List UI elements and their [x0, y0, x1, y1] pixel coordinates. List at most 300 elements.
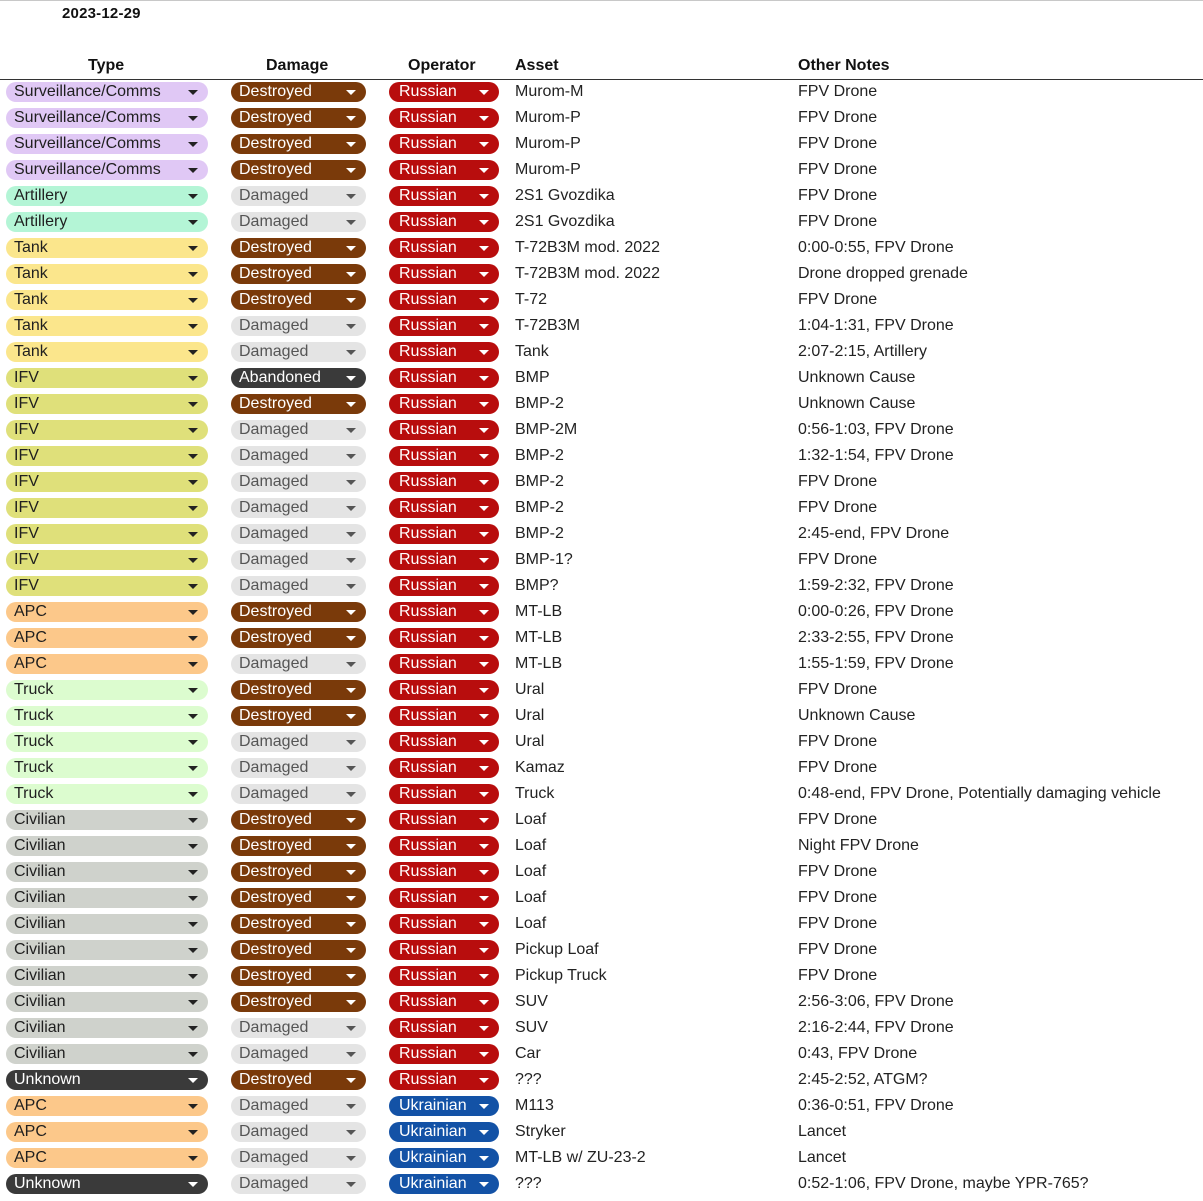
dropdown-arrow-icon — [479, 376, 489, 381]
notes-cell[interactable]: 1:59-2:32, FPV Drone — [798, 577, 954, 594]
operator-dropdown[interactable] — [389, 966, 499, 986]
asset-cell[interactable]: Loaf — [515, 889, 547, 906]
notes-cell[interactable]: Unknown Cause — [798, 395, 916, 412]
notes-cell[interactable]: FPV Drone — [798, 889, 878, 906]
notes-cell[interactable]: 0:00-0:26, FPV Drone — [798, 603, 954, 620]
type-dropdown[interactable] — [6, 992, 208, 1012]
operator-dropdown[interactable] — [389, 992, 499, 1012]
dropdown-arrow-icon — [346, 454, 356, 459]
dropdown-arrow-icon — [346, 376, 356, 381]
operator-label: Russian — [399, 915, 457, 932]
damage-label: Destroyed — [239, 265, 312, 282]
column-header-asset[interactable]: Asset — [515, 57, 559, 74]
damage-dropdown[interactable] — [231, 810, 366, 830]
asset-cell[interactable]: Tank — [515, 343, 549, 360]
notes-cell[interactable]: 1:55-1:59, FPV Drone — [798, 655, 954, 672]
operator-dropdown[interactable] — [389, 940, 499, 960]
operator-dropdown[interactable] — [389, 160, 499, 180]
damage-dropdown[interactable] — [231, 342, 366, 362]
type-dropdown[interactable] — [6, 940, 208, 960]
notes-cell[interactable]: 0:48-end, FPV Drone, Potentially damaging vehicle — [798, 785, 1161, 802]
type-dropdown[interactable] — [6, 82, 208, 102]
operator-dropdown[interactable] — [389, 394, 499, 414]
type-dropdown[interactable] — [6, 680, 208, 700]
table-row — [0, 235, 1203, 261]
dropdown-arrow-icon — [188, 142, 198, 147]
type-dropdown[interactable] — [6, 1044, 208, 1064]
damage-label: Destroyed — [239, 863, 312, 880]
asset-cell[interactable]: Loaf — [515, 837, 547, 854]
operator-label: Russian — [399, 83, 457, 100]
asset-cell[interactable]: Ural — [515, 681, 545, 698]
asset-cell[interactable]: Murom-P — [515, 161, 581, 178]
column-header-notes[interactable]: Other Notes — [798, 57, 890, 74]
damage-dropdown[interactable] — [231, 134, 366, 154]
damage-dropdown[interactable] — [231, 264, 366, 284]
column-header-damage[interactable]: Damage — [266, 57, 329, 74]
damage-dropdown[interactable] — [231, 654, 366, 674]
notes-cell[interactable]: Lancet — [798, 1123, 847, 1140]
dropdown-arrow-icon — [479, 896, 489, 901]
asset-cell[interactable]: T-72B3M mod. 2022 — [515, 265, 660, 282]
asset-cell[interactable]: Pickup Loaf — [515, 941, 599, 958]
type-dropdown[interactable] — [6, 472, 208, 492]
type-dropdown[interactable] — [6, 628, 208, 648]
type-dropdown[interactable] — [6, 654, 208, 674]
asset-cell[interactable]: SUV — [515, 1019, 548, 1036]
notes-cell[interactable]: FPV Drone — [798, 811, 878, 828]
operator-dropdown[interactable] — [389, 134, 499, 154]
damage-label: Damaged — [239, 421, 309, 438]
table-row — [0, 443, 1203, 469]
type-dropdown[interactable] — [6, 498, 208, 518]
type-dropdown[interactable] — [6, 758, 208, 778]
type-label: Tank — [14, 265, 48, 282]
dropdown-arrow-icon — [479, 870, 489, 875]
notes-cell[interactable]: 2:56-3:06, FPV Drone — [798, 993, 954, 1010]
type-label: APC — [14, 629, 47, 646]
damage-dropdown[interactable] — [231, 1096, 366, 1116]
damage-dropdown[interactable] — [231, 628, 366, 648]
operator-dropdown[interactable] — [389, 550, 499, 570]
operator-dropdown[interactable] — [389, 1174, 499, 1194]
damage-dropdown[interactable] — [231, 108, 366, 128]
type-label: Civilian — [14, 1019, 66, 1036]
damage-dropdown[interactable] — [231, 1044, 366, 1064]
notes-cell[interactable]: 2:45-2:52, ATGM? — [798, 1071, 928, 1088]
table-row — [0, 79, 1203, 105]
notes-cell[interactable]: 0:56-1:03, FPV Drone — [798, 421, 954, 438]
type-dropdown[interactable] — [6, 1122, 208, 1142]
damage-dropdown[interactable] — [231, 1174, 366, 1194]
type-label: Civilian — [14, 863, 66, 880]
notes-cell[interactable]: 2:07-2:15, Artillery — [798, 343, 927, 360]
damage-label: Damaged — [239, 785, 309, 802]
asset-cell[interactable]: MT-LB — [515, 603, 563, 620]
dropdown-arrow-icon — [479, 662, 489, 667]
notes-cell[interactable]: Unknown Cause — [798, 707, 916, 724]
operator-dropdown[interactable] — [389, 628, 499, 648]
table-row — [0, 755, 1203, 781]
asset-cell[interactable]: Loaf — [515, 915, 547, 932]
dropdown-arrow-icon — [479, 194, 489, 199]
operator-dropdown[interactable] — [389, 758, 499, 778]
damage-dropdown[interactable] — [231, 394, 366, 414]
table-row — [0, 521, 1203, 547]
asset-cell[interactable]: MT-LB — [515, 655, 563, 672]
notes-cell[interactable]: Unknown Cause — [798, 369, 916, 386]
type-dropdown[interactable] — [6, 602, 208, 622]
operator-label: Russian — [399, 1045, 457, 1062]
operator-dropdown[interactable] — [389, 342, 499, 362]
damage-dropdown[interactable] — [231, 368, 366, 388]
notes-cell[interactable]: Lancet — [798, 1149, 847, 1166]
dropdown-arrow-icon — [188, 896, 198, 901]
damage-dropdown[interactable] — [231, 186, 366, 206]
operator-dropdown[interactable] — [389, 732, 499, 752]
type-dropdown[interactable] — [6, 576, 208, 596]
operator-dropdown[interactable] — [389, 914, 499, 934]
operator-dropdown[interactable] — [389, 1070, 499, 1090]
table-row — [0, 807, 1203, 833]
column-header-type[interactable]: Type — [88, 57, 125, 74]
asset-cell[interactable]: Murom-M — [515, 83, 584, 100]
notes-cell[interactable]: 2:33-2:55, FPV Drone — [798, 629, 954, 646]
operator-dropdown[interactable] — [389, 654, 499, 674]
operator-dropdown[interactable] — [389, 810, 499, 830]
operator-dropdown[interactable] — [389, 1096, 499, 1116]
asset-cell[interactable]: 2S1 Gvozdika — [515, 187, 615, 204]
notes-cell[interactable]: FPV Drone — [798, 681, 878, 698]
type-dropdown[interactable] — [6, 394, 208, 414]
type-label: APC — [14, 655, 47, 672]
operator-dropdown[interactable] — [389, 82, 499, 102]
operator-label: Russian — [399, 941, 457, 958]
asset-cell[interactable]: ??? — [515, 1071, 542, 1088]
operator-dropdown[interactable] — [389, 1148, 499, 1168]
dropdown-arrow-icon — [346, 1104, 356, 1109]
asset-cell[interactable]: MT-LB — [515, 629, 563, 646]
damage-label: Destroyed — [239, 993, 312, 1010]
damage-dropdown[interactable] — [231, 680, 366, 700]
notes-cell[interactable]: FPV Drone — [798, 551, 878, 568]
asset-cell[interactable]: Loaf — [515, 811, 547, 828]
notes-cell[interactable]: FPV Drone — [798, 161, 878, 178]
notes-cell[interactable]: FPV Drone — [798, 499, 878, 516]
dropdown-arrow-icon — [188, 766, 198, 771]
operator-label: Russian — [399, 135, 457, 152]
type-dropdown[interactable] — [6, 160, 208, 180]
operator-label: Ukrainian — [399, 1123, 467, 1140]
table-row — [0, 963, 1203, 989]
operator-dropdown[interactable] — [389, 186, 499, 206]
asset-cell[interactable]: BMP-2 — [515, 473, 564, 490]
dropdown-arrow-icon — [188, 1052, 198, 1057]
dropdown-arrow-icon — [479, 480, 489, 485]
type-dropdown[interactable] — [6, 134, 208, 154]
damage-label: Damaged — [239, 187, 309, 204]
operator-dropdown[interactable] — [389, 108, 499, 128]
dropdown-arrow-icon — [346, 142, 356, 147]
operator-dropdown[interactable] — [389, 212, 499, 232]
asset-cell[interactable]: BMP? — [515, 577, 559, 594]
damage-dropdown[interactable] — [231, 940, 366, 960]
type-label: Artillery — [14, 213, 68, 230]
type-label: Truck — [14, 707, 54, 724]
operator-dropdown[interactable] — [389, 368, 499, 388]
operator-dropdown[interactable] — [389, 1018, 499, 1038]
type-dropdown[interactable] — [6, 1174, 208, 1194]
dropdown-arrow-icon — [479, 1078, 489, 1083]
asset-cell[interactable]: M113 — [515, 1097, 554, 1114]
type-dropdown[interactable] — [6, 784, 208, 804]
type-dropdown[interactable] — [6, 524, 208, 544]
damage-dropdown[interactable] — [231, 966, 366, 986]
operator-dropdown[interactable] — [389, 706, 499, 726]
asset-cell[interactable]: T-72B3M — [515, 317, 580, 334]
operator-label: Russian — [399, 187, 457, 204]
damage-dropdown[interactable] — [231, 576, 366, 596]
dropdown-arrow-icon — [479, 636, 489, 641]
type-dropdown[interactable] — [6, 264, 208, 284]
operator-dropdown[interactable] — [389, 316, 499, 336]
operator-dropdown[interactable] — [389, 524, 499, 544]
asset-cell[interactable]: T-72 — [515, 291, 548, 308]
operator-dropdown[interactable] — [389, 264, 499, 284]
asset-cell[interactable]: Pickup Truck — [515, 967, 607, 984]
damage-dropdown[interactable] — [231, 706, 366, 726]
damage-dropdown[interactable] — [231, 732, 366, 752]
table-row — [0, 1067, 1203, 1093]
dropdown-arrow-icon — [188, 376, 198, 381]
notes-cell[interactable]: FPV Drone — [798, 967, 878, 984]
type-dropdown[interactable] — [6, 550, 208, 570]
table-row — [0, 651, 1203, 677]
damage-dropdown[interactable] — [231, 316, 366, 336]
damage-dropdown[interactable] — [231, 524, 366, 544]
asset-cell[interactable]: MT-LB w/ ZU-23-2 — [515, 1149, 646, 1166]
type-dropdown[interactable] — [6, 888, 208, 908]
column-header-operator[interactable]: Operator — [408, 57, 476, 74]
asset-cell[interactable]: Stryker — [515, 1123, 566, 1140]
operator-dropdown[interactable] — [389, 420, 499, 440]
notes-cell[interactable]: FPV Drone — [798, 83, 878, 100]
damage-dropdown[interactable] — [231, 212, 366, 232]
notes-cell[interactable]: FPV Drone — [798, 213, 878, 230]
type-dropdown[interactable] — [6, 446, 208, 466]
table-row — [0, 599, 1203, 625]
damage-dropdown[interactable] — [231, 992, 366, 1012]
asset-cell[interactable]: Murom-P — [515, 135, 581, 152]
damage-label: Destroyed — [239, 811, 312, 828]
asset-cell[interactable]: Murom-P — [515, 109, 581, 126]
damage-dropdown[interactable] — [231, 472, 366, 492]
dropdown-arrow-icon — [346, 558, 356, 563]
damage-dropdown[interactable] — [231, 602, 366, 622]
asset-cell[interactable]: T-72B3M mod. 2022 — [515, 239, 660, 256]
operator-dropdown[interactable] — [389, 1122, 499, 1142]
type-dropdown[interactable] — [6, 810, 208, 830]
asset-cell[interactable]: SUV — [515, 993, 548, 1010]
damage-dropdown[interactable] — [231, 82, 366, 102]
dropdown-arrow-icon — [479, 610, 489, 615]
damage-label: Damaged — [239, 473, 309, 490]
operator-label: Russian — [399, 395, 457, 412]
notes-cell[interactable]: Drone dropped grenade — [798, 265, 968, 282]
type-dropdown[interactable] — [6, 420, 208, 440]
operator-dropdown[interactable] — [389, 784, 499, 804]
table-row — [0, 781, 1203, 807]
dropdown-arrow-icon — [188, 1026, 198, 1031]
operator-label: Russian — [399, 291, 457, 308]
type-dropdown[interactable] — [6, 368, 208, 388]
notes-cell[interactable]: FPV Drone — [798, 863, 878, 880]
damage-dropdown[interactable] — [231, 446, 366, 466]
dropdown-arrow-icon — [479, 818, 489, 823]
dropdown-arrow-icon — [346, 714, 356, 719]
type-dropdown[interactable] — [6, 186, 208, 206]
notes-cell[interactable]: 2:45-end, FPV Drone — [798, 525, 950, 542]
asset-cell[interactable]: BMP-2 — [515, 447, 564, 464]
type-dropdown[interactable] — [6, 212, 208, 232]
asset-cell[interactable]: Ural — [515, 733, 545, 750]
notes-cell[interactable]: FPV Drone — [798, 109, 878, 126]
asset-cell[interactable]: BMP-2 — [515, 525, 564, 542]
dropdown-arrow-icon — [188, 948, 198, 953]
damage-dropdown[interactable] — [231, 836, 366, 856]
damage-dropdown[interactable] — [231, 1122, 366, 1142]
notes-cell[interactable]: FPV Drone — [798, 473, 878, 490]
operator-dropdown[interactable] — [389, 576, 499, 596]
type-dropdown[interactable] — [6, 706, 208, 726]
notes-cell[interactable]: Night FPV Drone — [798, 837, 919, 854]
dropdown-arrow-icon — [479, 454, 489, 459]
dropdown-arrow-icon — [346, 1156, 356, 1161]
type-dropdown[interactable] — [6, 732, 208, 752]
notes-cell[interactable]: 0:36-0:51, FPV Drone — [798, 1097, 954, 1114]
notes-cell[interactable]: 0:52-1:06, FPV Drone, maybe YPR-765? — [798, 1175, 1089, 1192]
damage-dropdown[interactable] — [231, 1018, 366, 1038]
notes-cell[interactable]: FPV Drone — [798, 187, 878, 204]
operator-dropdown[interactable] — [389, 862, 499, 882]
asset-cell[interactable]: Car — [515, 1045, 541, 1062]
dropdown-arrow-icon — [479, 324, 489, 329]
asset-cell[interactable]: Loaf — [515, 863, 547, 880]
asset-cell[interactable]: BMP-2 — [515, 395, 564, 412]
notes-cell[interactable]: 1:04-1:31, FPV Drone — [798, 317, 954, 334]
damage-dropdown[interactable] — [231, 1148, 366, 1168]
notes-cell[interactable]: FPV Drone — [798, 733, 878, 750]
operator-dropdown[interactable] — [389, 836, 499, 856]
asset-cell[interactable]: ??? — [515, 1175, 542, 1192]
type-label: Civilian — [14, 837, 66, 854]
operator-dropdown[interactable] — [389, 888, 499, 908]
operator-dropdown[interactable] — [389, 498, 499, 518]
damage-dropdown[interactable] — [231, 914, 366, 934]
damage-label: Damaged — [239, 1045, 309, 1062]
notes-cell[interactable]: FPV Drone — [798, 915, 878, 932]
notes-cell[interactable]: 0:43, FPV Drone — [798, 1045, 918, 1062]
notes-cell[interactable]: 0:00-0:55, FPV Drone — [798, 239, 954, 256]
dropdown-arrow-icon — [346, 1078, 356, 1083]
notes-cell[interactable]: 2:16-2:44, FPV Drone — [798, 1019, 954, 1036]
dropdown-arrow-icon — [346, 1052, 356, 1057]
type-dropdown[interactable] — [6, 862, 208, 882]
notes-cell[interactable]: FPV Drone — [798, 291, 878, 308]
notes-cell[interactable]: FPV Drone — [798, 759, 878, 776]
operator-dropdown[interactable] — [389, 472, 499, 492]
type-dropdown[interactable] — [6, 836, 208, 856]
asset-cell[interactable]: 2S1 Gvozdika — [515, 213, 615, 230]
dropdown-arrow-icon — [346, 1130, 356, 1135]
type-label: Civilian — [14, 915, 66, 932]
asset-cell[interactable]: Ural — [515, 707, 545, 724]
type-dropdown[interactable] — [6, 914, 208, 934]
type-dropdown[interactable] — [6, 1148, 208, 1168]
notes-cell[interactable]: FPV Drone — [798, 941, 878, 958]
operator-label: Russian — [399, 239, 457, 256]
damage-dropdown[interactable] — [231, 784, 366, 804]
dropdown-arrow-icon — [188, 1156, 198, 1161]
dropdown-arrow-icon — [346, 428, 356, 433]
notes-cell[interactable]: 1:32-1:54, FPV Drone — [798, 447, 954, 464]
type-dropdown[interactable] — [6, 966, 208, 986]
damage-dropdown[interactable] — [231, 550, 366, 570]
dropdown-arrow-icon — [188, 688, 198, 693]
damage-label: Destroyed — [239, 967, 312, 984]
type-dropdown[interactable] — [6, 1096, 208, 1116]
type-dropdown[interactable] — [6, 316, 208, 336]
asset-cell[interactable]: BMP-1? — [515, 551, 573, 568]
damage-dropdown[interactable] — [231, 238, 366, 258]
notes-cell[interactable]: FPV Drone — [798, 135, 878, 152]
dropdown-arrow-icon — [479, 792, 489, 797]
type-dropdown[interactable] — [6, 238, 208, 258]
damage-label: Destroyed — [239, 603, 312, 620]
operator-dropdown[interactable] — [389, 290, 499, 310]
type-dropdown[interactable] — [6, 1018, 208, 1038]
table-row — [0, 261, 1203, 287]
damage-label: Destroyed — [239, 395, 312, 412]
operator-dropdown[interactable] — [389, 680, 499, 700]
operator-dropdown[interactable] — [389, 446, 499, 466]
asset-cell[interactable]: Truck — [515, 785, 555, 802]
damage-dropdown[interactable] — [231, 420, 366, 440]
damage-dropdown[interactable] — [231, 862, 366, 882]
damage-label: Damaged — [239, 577, 309, 594]
type-dropdown[interactable] — [6, 342, 208, 362]
damage-dropdown[interactable] — [231, 888, 366, 908]
dropdown-arrow-icon — [479, 428, 489, 433]
damage-dropdown[interactable] — [231, 498, 366, 518]
damage-dropdown[interactable] — [231, 1070, 366, 1090]
asset-cell[interactable]: BMP-2 — [515, 499, 564, 516]
damage-dropdown[interactable] — [231, 160, 366, 180]
operator-dropdown[interactable] — [389, 238, 499, 258]
damage-dropdown[interactable] — [231, 758, 366, 778]
damage-dropdown[interactable] — [231, 290, 366, 310]
asset-cell[interactable]: BMP-2M — [515, 421, 578, 438]
type-dropdown[interactable] — [6, 290, 208, 310]
asset-cell[interactable]: BMP — [515, 369, 550, 386]
type-label: IFV — [14, 369, 39, 386]
asset-cell[interactable]: Kamaz — [515, 759, 565, 776]
operator-dropdown[interactable] — [389, 602, 499, 622]
dropdown-arrow-icon — [479, 506, 489, 511]
type-dropdown[interactable] — [6, 1070, 208, 1090]
operator-dropdown[interactable] — [389, 1044, 499, 1064]
type-dropdown[interactable] — [6, 108, 208, 128]
